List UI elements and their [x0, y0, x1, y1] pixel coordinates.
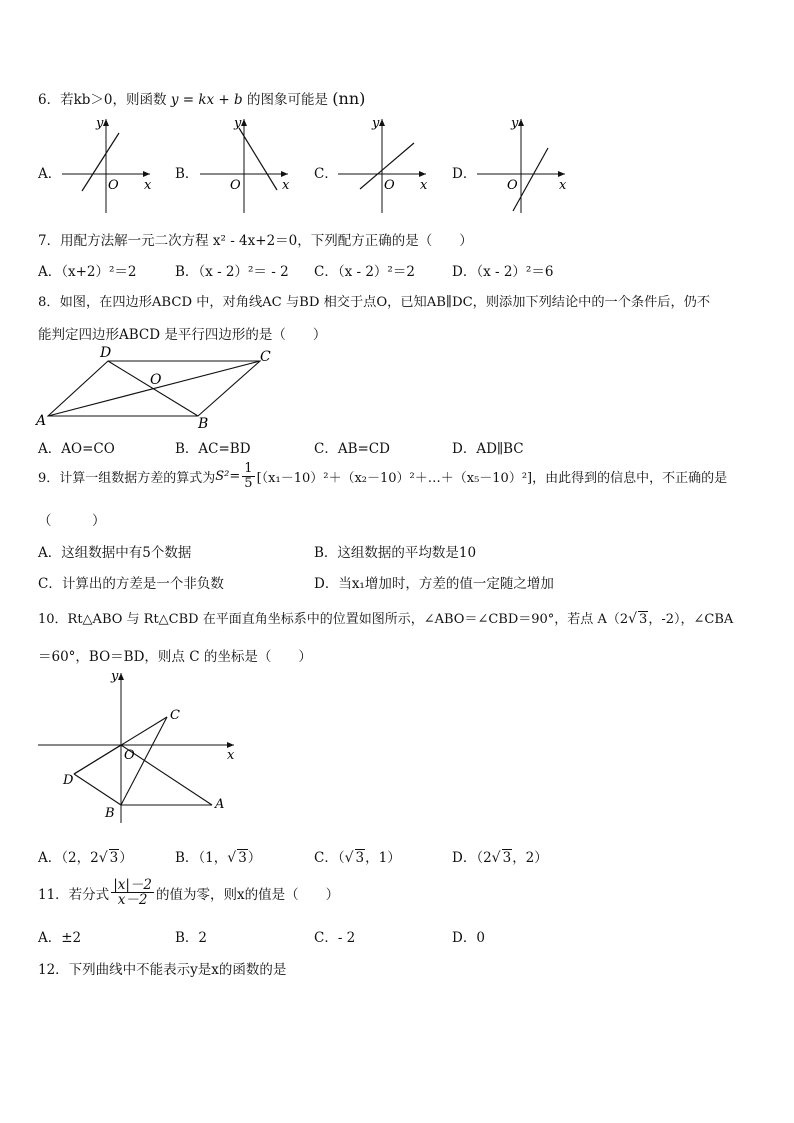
q6-option-d-label: D．: [452, 166, 477, 182]
q9-option-b: B．这组数据的平均数是10: [314, 545, 477, 561]
q6-graph-c: [334, 113, 434, 218]
q8-parallelogram-figure: [30, 343, 280, 433]
q6-graph-b-y-label: y: [234, 116, 242, 131]
question-10-stem-line-1: 10．Rt△ABO 与 Rt△CBD 在平面直角坐标系中的位置如图所示，∠ABO＝∠CBD＝90°，若点 A（2√ 3，-2），∠CBA: [38, 611, 734, 627]
q8-point-b: B: [198, 416, 209, 432]
q10-point-d: D: [63, 773, 74, 788]
q6-graph-d-x-label: x: [559, 178, 567, 193]
q6-graph-b-line: [239, 128, 277, 190]
q6-graph-b-origin: O: [230, 178, 241, 193]
q10-option-b: B．（1，√ 3）: [175, 850, 262, 866]
q11-option-a: A．±2: [38, 930, 82, 946]
question-11-stem: 11．若分式 $\frac{|x|-2}{x-2}$ 的值为零，则x的值是（ ）: [38, 877, 340, 909]
question-6-stem: 6．若kb＞0，则函数 y = kx + b 的图象可能是 (nn): [38, 89, 366, 108]
q8-option-b: B．AC=BD: [175, 441, 251, 457]
q10-option-a: A．（2，2√ 3）: [38, 850, 133, 866]
q6-option-a-label: A．: [38, 166, 62, 182]
q7-option-c: C．（x - 2）²＝2: [314, 264, 415, 280]
q9-fraction: $\frac{1}{5}$: [244, 461, 253, 491]
question-7-stem: 7．用配方法解一元二次方程 x² - 4x+2＝0，下列配方正确的是（ ）: [38, 233, 473, 249]
q10-segment-db: [74, 774, 121, 805]
q10-axis-y-label: y: [111, 669, 119, 684]
q6-graph-d-y-label: y: [511, 116, 519, 131]
question-9-stem: 9．计算一组数据方差的算式为 S²= $\frac{1}{5}$ [（x₁－10）²＋（x₂－10）²＋…＋（x₅－10）²]，由此得到的信息中，不正确的是: [38, 461, 728, 491]
q9-option-d: D．当x₁增加时，方差的值一定随之增加: [314, 576, 554, 592]
q7-option-a: A．（x+2）²＝2: [38, 264, 137, 280]
question-8-stem-line-1: 8．如图，在四边形ABCD 中，对角线AC 与BD 相交于点O，已知AB∥DC，则添加下列结论中的一个条件后，仍不: [38, 295, 711, 310]
question-12-stem: 12．下列曲线中不能表示y是x的函数的是: [38, 962, 287, 978]
q8-option-d: D．AD∥BC: [452, 441, 524, 457]
question-8-stem-line-2: 能判定四边形ABCD 是平行四边形的是（ ）: [38, 327, 327, 343]
q11-option-d: D．0: [452, 930, 485, 946]
q7-option-b: B．（x - 2）²＝ - 2: [175, 264, 289, 280]
q10-point-o: O: [124, 748, 135, 763]
q6-option-c-label: C．: [314, 166, 338, 182]
q10-axis-x-label: x: [227, 748, 235, 763]
q10-option-c: C．（√ 3，1）: [314, 850, 401, 866]
q6-graph-b-x-label: x: [282, 178, 290, 193]
q6-graph-c-x-label: x: [420, 178, 428, 193]
q10-coordinate-figure: [34, 665, 244, 825]
q8-diagonal-bd: [108, 361, 198, 416]
q6-option-b-label: B．: [175, 166, 199, 182]
q11-option-b: B．2: [175, 930, 208, 946]
q6-graph-d: [473, 113, 573, 218]
q10-point-b: B: [105, 806, 115, 821]
q11-fraction: $\frac{|x|-2}{x-2}$: [113, 877, 152, 909]
q8-point-a: A: [36, 413, 47, 429]
q6-graph-c-origin: O: [384, 178, 395, 193]
q8-option-a: A．AO=CO: [38, 441, 115, 457]
q6-graph-d-origin: O: [507, 178, 518, 193]
q6-graph-c-y-label: y: [372, 116, 380, 131]
q8-point-d: D: [100, 345, 112, 361]
q9-option-a: A．这组数据中有5个数据: [38, 545, 192, 561]
q7-option-d: D．（x - 2）²＝6: [452, 264, 554, 280]
q8-option-c: C．AB=CD: [314, 441, 390, 457]
q8-point-c: C: [260, 349, 271, 365]
q6-graph-d-line: [513, 148, 548, 211]
q6-graph-a-y-label: y: [96, 116, 104, 131]
q9-option-c: C．计算出的方差是一个非负数: [38, 576, 224, 592]
q10-option-d: D．（2√ 3，2）: [452, 850, 548, 866]
q6-graph-a: [58, 113, 158, 218]
q11-option-c: C．- 2: [314, 930, 356, 946]
question-9-paren: （ ）: [38, 513, 106, 529]
q10-point-a: A: [215, 797, 225, 812]
q6-graph-b: [196, 113, 296, 218]
q8-point-o: O: [150, 372, 162, 388]
q6-graph-a-x-label: x: [144, 178, 152, 193]
q6-graph-a-origin: O: [108, 178, 119, 193]
question-10-stem-line-2: ＝60°，BO＝BD，则点 C 的坐标是（ ）: [38, 649, 312, 665]
q10-point-c: C: [170, 708, 180, 723]
